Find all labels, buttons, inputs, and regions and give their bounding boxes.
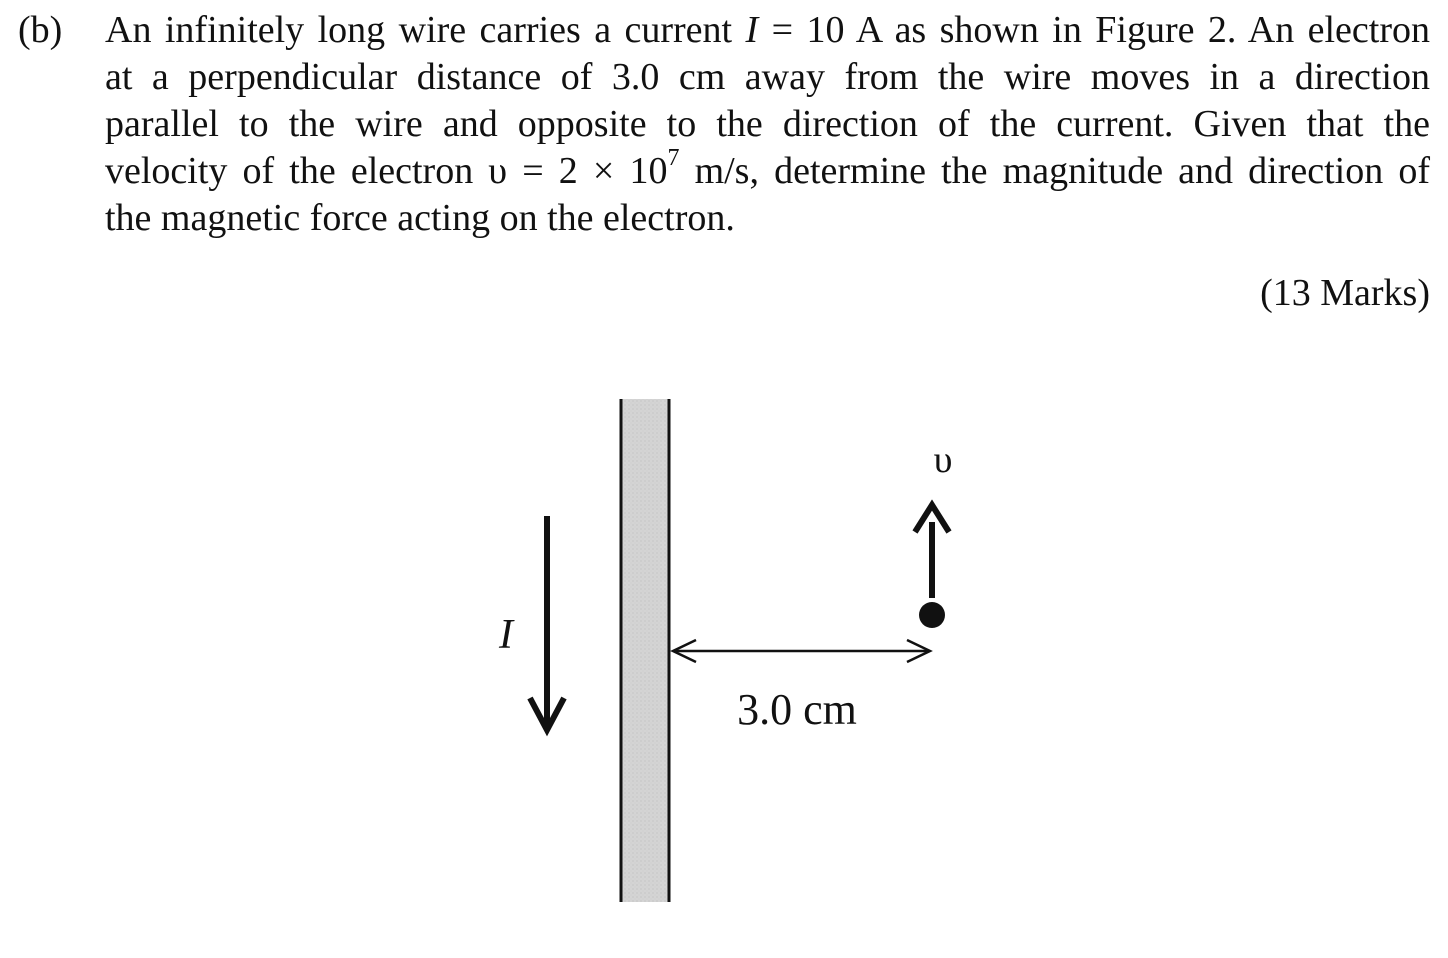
current-symbol: I	[745, 9, 759, 51]
question-line-2: at a perpendicular distance of 3.0 cm away from the wire moves in a direction	[105, 56, 1430, 98]
question-line-5: the magnetic force acting on the electron.	[105, 197, 735, 239]
marks-label: (13 Marks)	[1260, 272, 1430, 314]
velocity-label: υ	[933, 439, 953, 481]
electron-dot	[919, 602, 945, 628]
velocity-arrow	[915, 505, 949, 598]
line-1-before: An infinitely long wire carries a current	[105, 9, 746, 51]
line-4-before: velocity of the electron υ = 2 × 10	[105, 150, 668, 192]
line-4-after: m/s, determine the magnitude and direction of	[679, 150, 1430, 192]
infinite-wire	[621, 399, 669, 902]
current-label: I	[499, 612, 513, 658]
exponent: 7	[667, 145, 680, 172]
current-arrow	[530, 516, 564, 730]
distance-label: 3.0 cm	[737, 685, 857, 734]
distance-arrow	[673, 640, 930, 662]
question-line-3: parallel to the wire and opposite to the direction of the current. Given that the	[105, 103, 1430, 145]
line-1-after: = 10 A as shown in Figure 2. An electron	[758, 9, 1430, 51]
question-label: (b)	[18, 9, 63, 51]
